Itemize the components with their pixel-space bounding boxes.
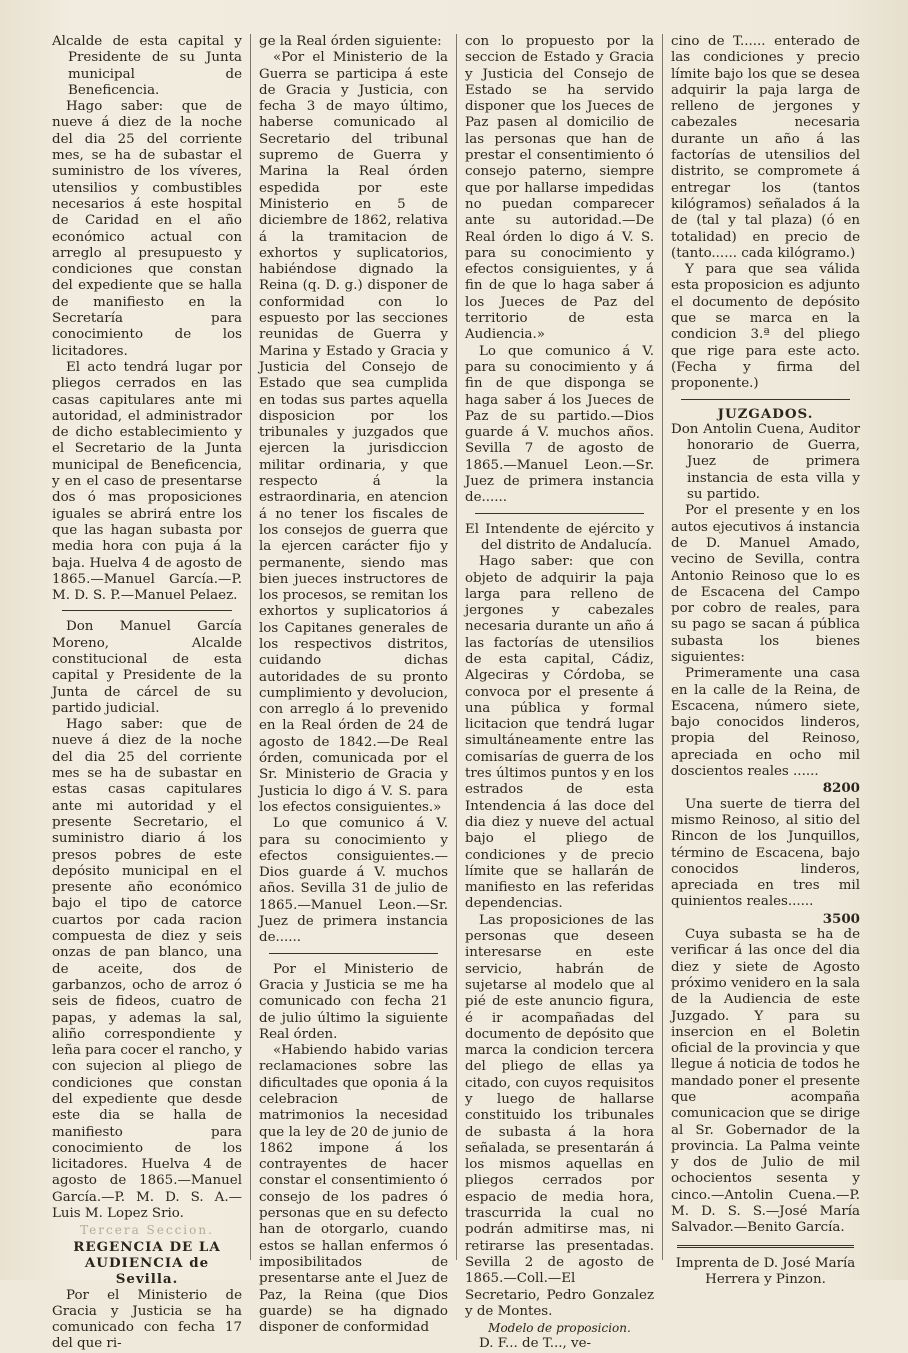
section-divider xyxy=(681,399,850,400)
paragraph: El Intendente de ejército y del distrito de Andalucía. xyxy=(465,521,654,553)
column-1 xyxy=(44,34,250,1352)
column-4 xyxy=(662,34,868,1287)
paragraph: Hago saber: que con objeto de adquirir la paja larga para relleno de jergones y cabezales necesaria durante un año á las factorías de utensilios de esta capital, Cádiz, Algeciras y Córdoba, se convoca por el presente á una pública y formal licitacion que tendrá lugar simultáneamente entre las comisarías de guerra de los tres últimos puntos y en los estrados de esta Intendencia á las doce del dia diez y nueve del actual bajo el pliego de condiciones y de precio límite que se hallarán de manifiesto en las referidas dependencias. xyxy=(465,554,654,912)
paragraph: Lo que comunico á V. para su conocimiento y á fin de que disponga se haga saber á los Jueces de Paz de su partido.—Dios guarde á V. muchos años. Sevilla 7 de agosto de 1865.—Manuel Leon.—Sr. Juez de primera instancia de...... xyxy=(465,343,654,506)
paragraph: Primeramente una casa en la calle de la Reina, de Escacena, número siete, bajo conocidos linderos, propia del Reinoso, apreciada en ocho mil doscientos reales ...... xyxy=(671,666,860,780)
paragraph: Modelo de proposicion. xyxy=(488,1321,631,1336)
section-heading: JUZGADOS. xyxy=(717,405,814,422)
paragraph: D. F... de T..., ve- xyxy=(479,1336,592,1352)
price-amount: 3500 xyxy=(822,910,860,927)
section-divider xyxy=(677,1245,854,1248)
paragraph: «Habiendo habido varias reclamaciones sobre las dificultades que oponia á la celebracion de matrimonios la necesidad que la ley de 20 de junio de 1862 impone á los contrayentes de hacer constar el consentimiento ó consejo de los padres ó personas que en su defecto han de otorgarlo, cuando estos se hallan enfermos ó imposibilitados de presentarse ante el Juez de Paz, la Reina (que Dios guarde) se ha dignado disponer de conformidad xyxy=(259,1043,448,1336)
paragraph: con lo propuesto por la seccion de Estado y Gracia y Justicia del Consejo de Estado se ha servido disponer que los Jueces de Paz pasen al domicilio de las personas que han de prestar el consentimiento ó consejo paterno, siempre que por hallarse impedidas no puedan comparecer ante su autoridad.—De Real órden lo digo á V. S. para su conocimiento y efectos consiguientes, y á fin de que lo haga saber á los Jueces de Paz del territorio de esta Audiencia.» xyxy=(465,34,654,343)
section-divider xyxy=(475,513,644,514)
paragraph: Don Manuel García Moreno, Alcalde constitucional de esta capital y Presidente de la Junta de cárcel de su partido judicial. xyxy=(52,619,242,716)
paragraph: Las proposiciones de las personas que deseen interesarse en este servicio, habrán de sujetarse al modelo que al pié de este anuncio figura, é ir acompañadas del documento de depósito que marca la condicion tercera del pliego de ellas ya citado, con cuyos requisitos y luego de hallarse constituido los tribunales de subasta á la hora señalada, se presentarán á los mismos aquellas en pliegos cerrados por espacio de media hora, trascurrida la cual no podrán admitirse mas, ni retirarse las presentadas. Sevilla 2 de agosto de 1865.—Coll.—El Secretario, Pedro Gonzalez y de Montes. xyxy=(465,912,654,1319)
paragraph: Por el Ministerio de Gracia y Justicia se ha comunicado con fecha 17 del que ri- xyxy=(52,1287,242,1352)
paragraph: ge la Real órden siguiente: xyxy=(259,34,442,49)
price-amount: 8200 xyxy=(822,780,860,797)
section-divider xyxy=(269,953,438,954)
paragraph: Don Antolin Cuena, Auditor honorario de Guerra, Juez de primera instancia de esta villa y su partido. xyxy=(671,421,860,503)
paragraph: Cuya subasta se ha de verificar á las once del dia diez y siete de Agosto próximo venidero en la sala de la Audiencia de este Juzgado. Y para su insercion en el Boletin oficial de la provincia y que llegue á noticia de todos he mandado poner el presente que acompaña comunicacion que se dirige al Sr. Gobernador de la provincia. La Palma veinte y dos de Julio de mil ochocientos sesenta y cinco.—Antolin Cuena.—P. M. D. S. S.—José María Salvador.—Benito García. xyxy=(671,927,860,1236)
paragraph: Hago saber: que de nueve á diez de la noche del dia 25 del corriente mes, se ha de subastar el suministro de los víveres, utensilios y combustibles necesarios á este hospital de Caridad en el año económico actual con arreglo al presupuesto y condiciones que constan del expediente que se halla de manifiesto en la Secretaría para conocimiento de los licitadores. xyxy=(52,99,242,359)
faded-section-title: Tercera Seccion. xyxy=(80,1223,214,1238)
paragraph: Por el Ministerio de Gracia y Justicia se me ha comunicado con fecha 21 de julio último la siguiente Real órden. xyxy=(259,961,448,1042)
paragraph: Imprenta de D. José María Herrera y Pinzon. xyxy=(675,1255,856,1287)
section-heading: REGENCIA DE LA AUDIENCIA de Sevilla. xyxy=(73,1238,221,1288)
paragraph: Una suerte de tierra del mismo Reinoso, al sitio del Rincon de los Junquillos, término de Escacena, bajo conocidos linderos, apreciada en tres mil quinientos reales...... xyxy=(671,796,860,910)
paragraph: El acto tendrá lugar por pliegos cerrados en las casas capitulares ante mi autoridad, el administrador de dicho establecimiento y el Secretario de la Junta municipal de Beneficencia, y en el caso de presentarse dos ó mas proposiciones iguales se abrirá entre los que las hagan subasta por media hora con puja á la baja. Huelva 4 de agosto de 1865.—Manuel García.—P. M. D. S. P.—Manuel Pelaez. xyxy=(52,359,242,604)
section-divider xyxy=(62,610,232,611)
paragraph: «Por el Ministerio de la Guerra se participa á este de Gracia y Justicia, con fecha 3 de mayo último, haberse comunicado al Secretario del tribunal supremo de Guerra y Marina la Real órden espedida por este Ministerio en 5 de diciembre de 1862, relativa á la tramitacion de exhortos y suplicatorios, habiéndose dignado la Reina (q. D. g.) disponer de conformidad con lo espuesto por las secciones reunidas de Guerra y Marina y Estado y Gracia y Justicia del Consejo de Estado que sea cumplida en todas sus partes aquella disposicion por los tribunales y juzgados que ejercen la jurisdiccion militar ordinaria, y que respecto á la estraordinaria, en atencion á no tener los fiscales de los consejos de guerra que la ejercen carácter fijo y permanente, siendo mas bien jueces instructores de los procesos, se remitan los exhortos y suplicatorios á los Capitanes generales de los respectivos distritos, cuidando dichas autoridades de su pronto cumplimiento y devolucion, con arreglo á lo prevenido en la Real órden de 24 de agosto de 1842.—De Real órden, comunicada por el Sr. Ministerio de Gracia y Justicia lo digo á V. S. para los efectos consiguientes.» xyxy=(259,50,448,815)
column-2 xyxy=(250,34,456,1336)
paragraph: Por el presente y en los autos ejecutivos á instancia de D. Manuel Amado, vecino de Sevilla, contra Antonio Reinoso que lo es de Escacena del Campo por cobro de reales, para su pago se sacan á pública subasta los bienes siguientes: xyxy=(671,503,860,665)
paragraph: Hago saber: que de nueve á diez de la noche del dia 25 del corriente mes se ha de subastar en estas casas capitulares ante mi autoridad y el presente Secretario, el suministro diario á los presos pobres de este depósito municipal en el presente año económico bajo el tipo de catorce cuartos por cada racion compuesta de diez y seis onzas de pan blanco, una de aceite, dos de garbanzos, ocho de arroz ó seis de fideos, cuatro de papas, y ademas la sal, aliño correspondiente y leña para cocer el rancho, y con sujecion al pliego de condiciones que constan del expediente que desde este dia se halla de manifiesto para conocimiento de los licitadores. Huelva 4 de agosto de 1865.—Manuel García.—P. M. D. S. A.—Luis M. Lopez Srio. xyxy=(52,717,242,1222)
column-3 xyxy=(456,34,662,1352)
paragraph: Y para que sea válida esta proposicion es adjunto el documento de depósito que se marca en la condicion 3.ª del pliego que rige para este acto. (Fecha y firma del proponente.) xyxy=(671,262,860,392)
paragraph: cino de T...... enterado de las condiciones y precio límite bajo los que se desea adquirir la paja larga de relleno de jergones y cabezales necesaria durante un año á las factorías de utensilios del distrito, se compromete á entregar los (tantos kilógramos) señalados á la de (tal y tal plaza) (ó en totalidad) en precio de (tanto...... cada kilógramo.) xyxy=(671,34,860,261)
text-columns xyxy=(44,34,882,1352)
paragraph: Alcalde de esta capital y Presidente de su Junta municipal de Beneficencia. xyxy=(52,34,242,98)
paragraph: Lo que comunico á V. para su conocimiento y efectos consiguientes.—Dios guarde á V. muchos años. Sevilla 31 de julio de 1865.—Manuel Leon.—Sr. Juez de primera instancia de...... xyxy=(259,816,448,946)
